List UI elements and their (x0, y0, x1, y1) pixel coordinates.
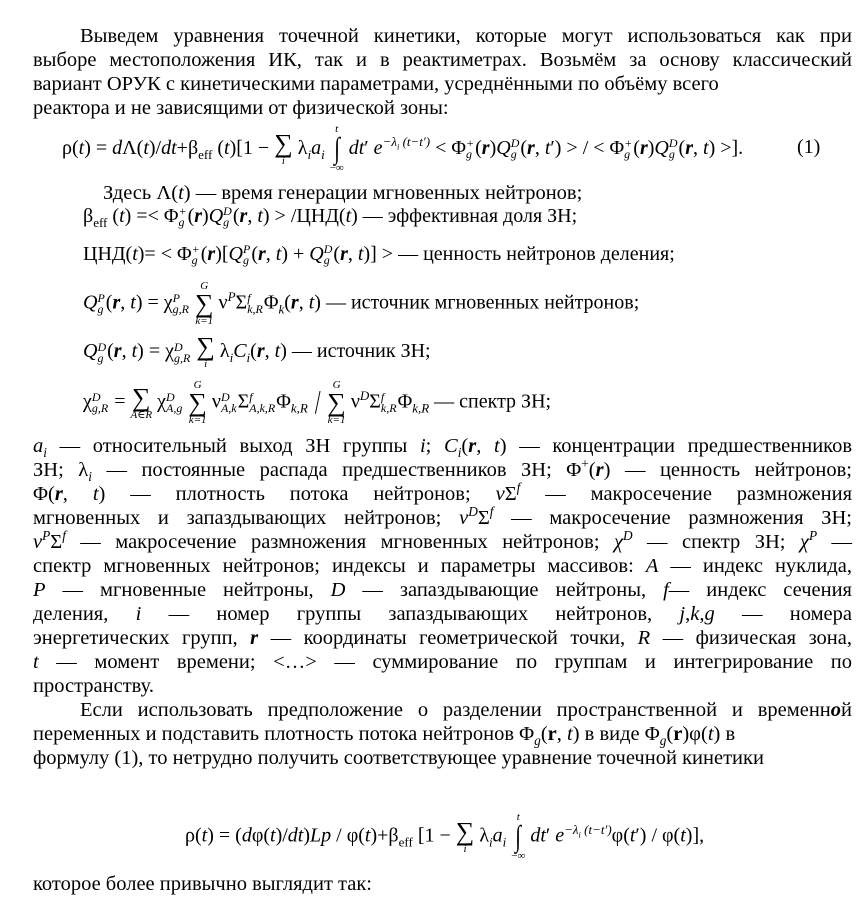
glossary-line-9: энергетических групп, r — координаты геометрической точки, R — физическая зона, (33, 627, 852, 649)
eq1-sum: ∑ i (274, 128, 293, 167)
glossary-line-11: пространству. (33, 675, 154, 697)
glossary-line-7: P — мгновенные нейтроны, D — запаздывающие нейтроны, f— индекс сечения (33, 579, 852, 601)
definition-lambda: Здесь Λ(t) — время генерации мгновенных нейтронов; (103, 182, 583, 204)
equation-1-number: (1) (797, 136, 821, 158)
equation-2: $\rho(t) = (d\varphi(t)/dt)Lp / \varphi(t)+\beta_{eff}$ [1 − ∑ i $\lambda_ia_i$ t ∫ −∞ dt′ $e^{-\lambda_i (t-t')}\varphi(t') / \varphi(t)$], (185, 811, 705, 862)
definition-cnd: ЦНД(t)= < Φ + g (r)[Q P g (r, t) + Q D g (r, t)] > — ценность нейтронов деления; (83, 242, 675, 268)
intro-line-3: вариант ОРУК с кинетическими параметрами, усреднёнными по объёму всего (33, 73, 719, 95)
paragraph-2-line-3: формулу (1), то нетрудно получить соответствующее уравнение точечной кинетики (33, 747, 764, 769)
eq1-lhs: $\rho(t) = d\Lambda(t)/dt+\beta_{eff}$ (t)[1 − (62, 136, 270, 162)
glossary-line-3: Φ(r, t) — плотность потока нейтронов; $\nu\Sigma^f$ — макросечение размножения (33, 480, 853, 505)
paragraph-2-line-1: Если использовать предположение о разделении пространственной и временной (80, 699, 852, 721)
glossary-line-5: $\nu^P\Sigma^f$ — макросечение размножения мгновенных нейтронов; $\chi^D$ — спектр ЗН; $\chi^P$ — (33, 528, 853, 553)
glossary-line-2: ЗН; $\lambda_i$ — постоянные распада предшественников ЗН; Φ+(r) — ценность нейтронов; (33, 456, 852, 485)
paragraph-2-line-2: переменных и подставить плотность потока нейтронов $\Phi_g(r$, t) в виде $\Phi_g(r)\varphi(t)$ в (33, 723, 736, 749)
glossary-line-10: t — момент времени; <…> — суммирование по группам и интегрирование по (33, 651, 852, 673)
glossary-line-8: деления, i — номер группы запаздывающих нейтронов, j,k,g — номера (33, 603, 852, 625)
definition-qp: Q P g (r, t) = χ P g,R G ∑ k=1 $\nu^P\Sigma$ f k,R $\Phi_k(r$, t) — источник мгновенных нейтронов; (83, 280, 640, 327)
glossary-line-4: мгновенных и запаздывающих нейтронов; $\nu^D\Sigma^f$ — макросечение размножения ЗН; (33, 504, 852, 529)
definition-qd: Q D g (r, t) = χ D g,R ∑ i $\lambda_iC_i(r$, t) — источник ЗН; (83, 332, 431, 370)
closing-line: которое более привычно выглядит так: (33, 873, 373, 895)
definition-beta-eff: $\beta_{eff}$ (t) =< Φ + g (r)Q D g (r, t) > /ЦНД(t) — эффективная доля ЗН; (83, 204, 578, 230)
intro-line-2: выборе местоположения ИК, так и в реактиметрах. Возьмём за основу классический (33, 49, 852, 71)
intro-line-4: реактора и не зависящими от физической зоны: (33, 97, 449, 119)
definition-chi-d: χ D g,R = ∑ A∈R χ D A,g G ∑ k=1 ν D A,k Σ f A,k,R $\Phi_{k,R}$ / G ∑ k=1 $\nu^D\Sigma$ f k,R $\Phi_{k,R}$ — спектр ЗН; (83, 379, 552, 426)
equation-1: $\rho(t) = d\Lambda(t)/dt+\beta_{eff}$ (t)[1 − ∑ i $\lambda_ia_i$ t ∫ −∞ dt′ $e^{-\lambda_i (t-t')} < \Phi$ + g (r)Q D g (r, t′) > / < Φ + g (r)Q D g (r, t) >]. (62, 123, 744, 174)
intro-line-1: Выведем уравнения точечной кинетики, которые могут использоваться как при (80, 25, 852, 47)
glossary-line-6: спектр мгновенных нейтронов; индексы и параметры массивов: A — индекс нуклида, (33, 555, 852, 577)
eq1-integral: t ∫ −∞ (329, 123, 344, 174)
glossary-line-1: $a_i$ — относительный выход ЗН группы i; $C_i(r$, t) — концентрации предшественников (33, 435, 853, 461)
